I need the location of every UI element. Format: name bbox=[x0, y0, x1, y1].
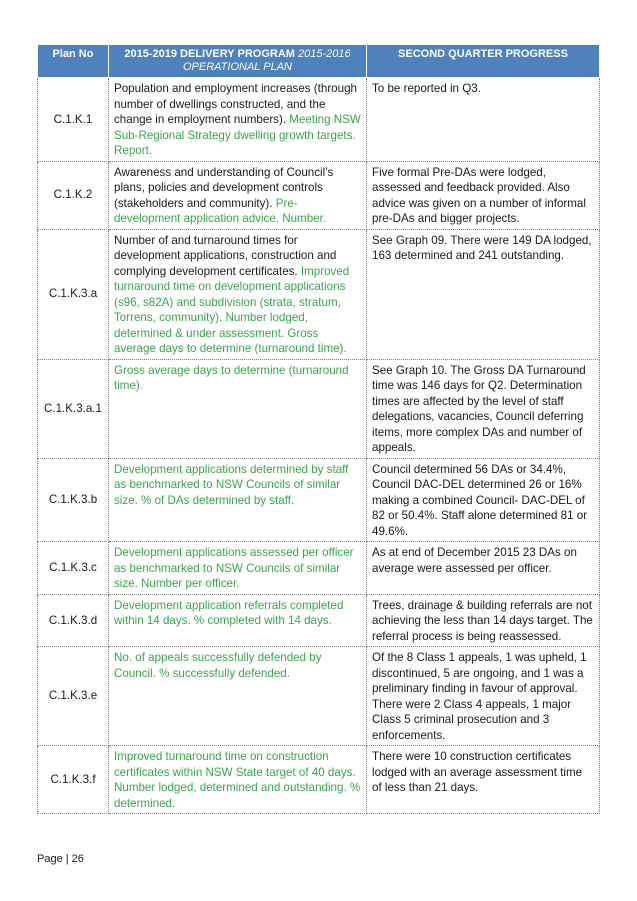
delivery-measure: Development applications assessed per officer as benchmarked to NSW Councils of similar size. Number per officer. bbox=[114, 546, 354, 590]
table-row bbox=[38, 161, 600, 229]
plan-code: C.1.K.3.e bbox=[38, 647, 109, 746]
delivery-cell bbox=[109, 458, 367, 542]
delivery-measure: Gross average days to determine (turnaround time). bbox=[114, 363, 349, 392]
progress-cell: There were 10 construction certificates lodged with an average assessment time of less than 21 days. bbox=[367, 746, 600, 814]
progress-cell: See Graph 10. The Gross DA Turnaround time was 146 days for Q2. Determination times are affected by the level of staff delegations, vacancies, Council deferring items, more complex DAs and number of appeals. bbox=[367, 359, 600, 458]
delivery-description: Population and employment increases (through number of dwellings constructed, and the change in employment numbers). bbox=[114, 82, 357, 126]
delivery-measure: Meeting NSW Sub-Regional Strategy dwelling growth targets. Report. bbox=[114, 113, 361, 157]
delivery-measure: Improved turnaround time on construction certificates within NSW State target of 40 days. Number lodged, determined and outstanding. % determined. bbox=[114, 750, 361, 810]
delivery-measure: Development applications determined by staff as benchmarked to NSW Councils of similar size. % of DAs determined by staff. bbox=[114, 462, 349, 507]
delivery-cell bbox=[109, 78, 367, 162]
delivery-cell bbox=[109, 542, 367, 595]
progress-cell: Council determined 56 DAs or 34.4%, Council DAC-DEL determined 26 or 16% making a combined Council- DAC-DEL of 82 or 50.4%. Staff alone determined 81 or 49.6%. bbox=[367, 458, 600, 542]
delivery-cell bbox=[109, 229, 367, 359]
header-delivery-sub: OPERATIONAL PLAN bbox=[182, 61, 293, 73]
table-header-row bbox=[38, 45, 600, 78]
delivery-cell bbox=[109, 359, 367, 458]
progress-cell: Trees, drainage & building referrals are not achieving the less than 14 days target. The referral process is being reassessed. bbox=[367, 594, 600, 647]
delivery-program-table bbox=[37, 44, 600, 814]
header-progress: SECOND QUARTER PROGRESS bbox=[367, 45, 600, 78]
plan-code: C.1.K.3.a bbox=[38, 229, 109, 359]
delivery-cell bbox=[109, 161, 367, 229]
delivery-cell bbox=[109, 594, 367, 647]
table-row bbox=[38, 229, 600, 359]
delivery-measure: Improved turnaround time on development applications (s96, s82A) and subdivision (strata, stratum, Torrens, community). Number lodged, determined & under assessment. Gross average days to determine (turnaround time). bbox=[114, 264, 350, 355]
delivery-measure: Development application referrals completed within 14 days. % completed with 14 days. bbox=[114, 598, 344, 627]
progress-cell: See Graph 09. There were 149 DA lodged, 163 determined and 241 outstanding. bbox=[367, 229, 600, 359]
plan-code: C.1.K.1 bbox=[38, 78, 109, 162]
table-row bbox=[38, 359, 600, 458]
header-delivery-main: 2015-2019 DELIVERY PROGRAM bbox=[124, 48, 295, 60]
progress-cell: To be reported in Q3. bbox=[367, 78, 600, 162]
progress-cell: Of the 8 Class 1 appeals, 1 was upheld, 1 discontinued, 5 are ongoing, and 1 was a preliminary finding in favour of approval. There were 2 Class 4 appeals, 1 major Class 5 criminal prosecution and 3 enforcements. bbox=[367, 647, 600, 746]
table-row bbox=[38, 594, 600, 647]
header-delivery-program bbox=[109, 45, 367, 78]
table-row bbox=[38, 647, 600, 746]
plan-code: C.1.K.3.c bbox=[38, 542, 109, 595]
delivery-description: Awareness and understanding of Council’s plans, policies and development controls (stakeholders and community). bbox=[114, 165, 334, 210]
plan-code: C.1.K.3.f bbox=[38, 746, 109, 814]
delivery-cell bbox=[109, 746, 367, 814]
header-plan-no: Plan No bbox=[38, 45, 109, 78]
delivery-measure: Pre-development application advice. Number. bbox=[114, 196, 327, 225]
plan-code: C.1.K.2 bbox=[38, 161, 109, 229]
table-row bbox=[38, 746, 600, 814]
plan-code: C.1.K.3.d bbox=[38, 594, 109, 647]
header-delivery-italic: 2015-2016 bbox=[298, 48, 351, 60]
table-row bbox=[38, 78, 600, 162]
delivery-measure: No. of appeals successfully defended by Council. % successfully defended. bbox=[114, 651, 322, 680]
progress-cell: As at end of December 2015 23 DAs on average were assessed per officer. bbox=[367, 542, 600, 595]
progress-cell: Five formal Pre-DAs were lodged, assessed and feedback provided. Also advice was given on a number of informal pre-DAs and bigger projects. bbox=[367, 161, 600, 229]
plan-code: C.1.K.3.b bbox=[38, 458, 109, 542]
delivery-description: Number of and turnaround times for development applications, construction and complying development certificates. bbox=[114, 233, 337, 278]
table-row bbox=[38, 458, 600, 542]
plan-code: C.1.K.3.a.1 bbox=[38, 359, 109, 458]
table-row bbox=[38, 542, 600, 595]
page-number: Page | 26 bbox=[37, 853, 84, 865]
delivery-cell bbox=[109, 647, 367, 746]
